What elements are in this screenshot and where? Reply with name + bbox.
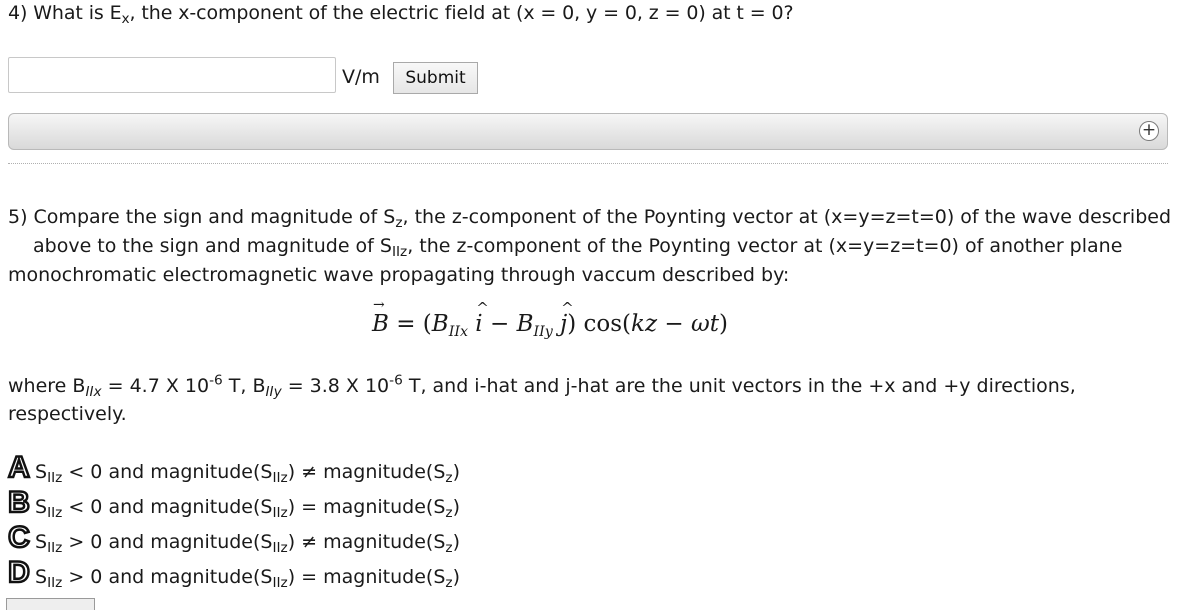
choice-c-text: $S_{IIz} > 0$ and $magnitude(S_{IIz})$ ≠ $magnitude(S_z)$	[35, 531, 461, 557]
where-definition-text: where $B_{IIx} = 4.7$ X $10^{-6}$ T, $B_{IIy} = 3.8$ X $10^{-6}$ T, and i-hat and j-hat are the unit vectors in the +x and +y directions, respectively.	[8, 372, 1076, 425]
choice-c[interactable]	[5, 521, 485, 562]
choice-letter-b-icon[interactable]: B	[8, 486, 30, 519]
choice-d-text: $S_{IIz} > 0$ and $magnitude(S_{IIz})$ = $magnitude(S_z)$	[35, 566, 461, 592]
plus-circle-icon[interactable]: +	[1139, 121, 1159, 141]
bottom-submit-button[interactable]	[6, 598, 95, 610]
choice-letter-d-icon[interactable]: D	[8, 556, 30, 589]
hint-bar[interactable]	[8, 113, 1168, 150]
choice-a-text: $S_{IIz} < 0$ and $magnitude(S_{IIz})$ ≠ $magnitude(S_z)$	[35, 461, 461, 487]
magnetic-field-formula: → $B = (B_{IIx}$ ^ $i - B_{IIy}$ ^ j) cos(kz − ωt)	[372, 311, 728, 340]
question-4-text: 4) What is $E_x$, the x-component of the electric field at (x = 0, y = 0, z = 0) at t = 0?	[8, 2, 794, 28]
choice-letter-c-icon[interactable]: C	[8, 521, 30, 554]
submit-button[interactable]: Submit	[393, 62, 478, 94]
choice-letter-a-icon[interactable]: A	[8, 451, 30, 484]
choice-d[interactable]	[5, 556, 485, 597]
choice-b-text: $S_{IIz} < 0$ and $magnitude(S_{IIz})$ = $magnitude(S_z)$	[35, 496, 461, 522]
unit-label: V/m	[342, 66, 380, 88]
choice-a[interactable]	[5, 451, 485, 492]
answer-input[interactable]	[8, 57, 336, 93]
answer-choices	[5, 451, 485, 597]
divider	[8, 163, 1168, 164]
choice-b[interactable]	[5, 486, 485, 527]
question-5-text: 5) Compare the sign and magnitude of $S_z$, the z-component of the Poynting vector at (x=y=z=t=0) of the wave described above to the sign and magnitude of $S_{IIz}$, the z-component of the Poynting vector at (x=y=z=t=0) of another plane monochromatic electromagnetic wave propagating through vaccum described by:	[8, 206, 1172, 286]
